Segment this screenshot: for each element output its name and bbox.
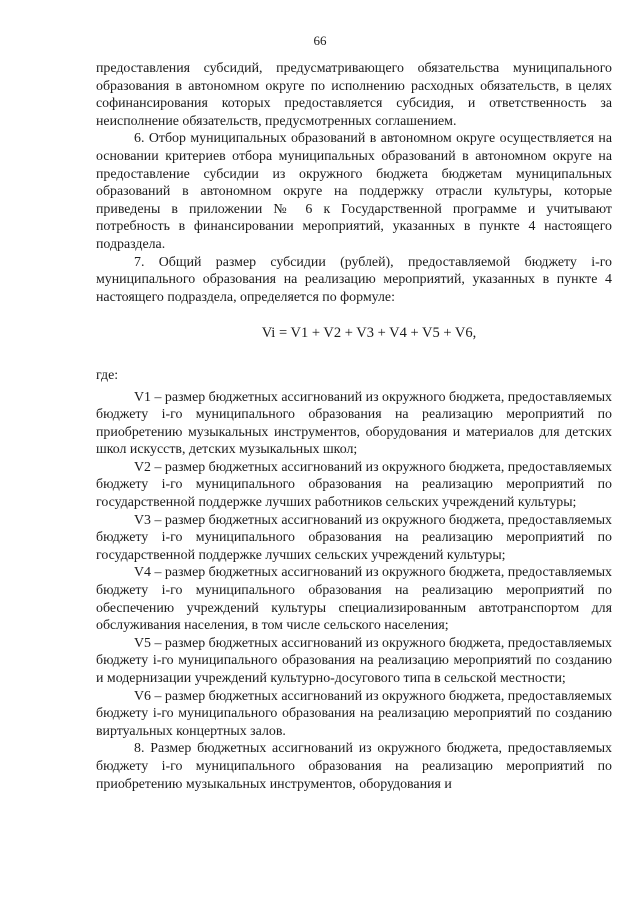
definition-v6: V6 – размер бюджетных ассигнований из окружного бюджета, предоставляемых бюджету i-го муниципального образования на реализацию мероприятий по созданию виртуальных концертных залов. [96, 688, 612, 739]
where-label: где: [96, 367, 119, 383]
formula: Vi = V1 + V2 + V3 + V4 + V5 + V6, [261, 325, 477, 342]
definition-v1: V1 – размер бюджетных ассигнований из окружного бюджета, предоставляемых бюджету i-го муниципального образования на реализацию мероприятий по приобретению музыкальных инструментов, оборудования и материалов для детских школ искусств, детских музыкальных школ; [96, 389, 612, 458]
definition-v3: V3 – размер бюджетных ассигнований из окружного бюджета, предоставляемых бюджету i-го муниципального образования на реализацию мероприятий по государственной поддержке лучших сельских учреждений культуры; [96, 512, 612, 563]
paragraph-7: 7. Общий размер субсидии (рублей), предоставляемой бюджету i-го муниципального образования на реализацию мероприятий, указанных в пункте 4 настоящего подраздела, определяется по формуле: [96, 254, 612, 305]
definition-v2: V2 – размер бюджетных ассигнований из окружного бюджета, предоставляемых бюджету i-го муниципального образования на реализацию мероприятий по государственной поддержке лучших работников сельских учреждений культуры; [96, 459, 612, 511]
definition-v4: V4 – размер бюджетных ассигнований из окружного бюджета, предоставляемых бюджету i-го муниципального образования на реализацию мероприятий по обеспечению учреждений культуры специализированным автотранспортом для обслуживания населения, в том числе сельского населения; [96, 565, 612, 634]
paragraph-8: 8. Размер бюджетных ассигнований из окружного бюджета, предоставляемых бюджету i-го муниципального образования на реализацию мероприятий по приобретению музыкальных инструментов, оборудования и [96, 741, 612, 792]
paragraph-6: 6. Отбор муниципальных образований в автономном округе осуществляется на основании критериев отбора муниципальных образований в автономном округе на предоставление субсидии из окружного бюджета бюджетам муниципальных образований в автономном округе на поддержку отрасли культуры, которые приведены в приложении № 6 к Государственной программе и учитывают потребность в финансировании мероприятий, указанных в пункте 4 настоящего подраздела. [96, 131, 612, 252]
definition-v5: V5 – размер бюджетных ассигнований из окружного бюджета, предоставляемых бюджету i-го муниципального образования на реализацию мероприятий по созданию и модернизации учреждений культурно-досугового типа в сельской местности; [96, 635, 612, 686]
paragraph-continuation: предоставления субсидий, предусматривающего обязательства муниципального образования в автономном округе по исполнению расходных обязательств, в целях софинансирования которых предоставляется субсидия, и ответственность за неисполнение обязательств, предусмотренных соглашением. [96, 61, 612, 129]
document-body [96, 60, 612, 793]
page-number: 66 [313, 33, 327, 48]
